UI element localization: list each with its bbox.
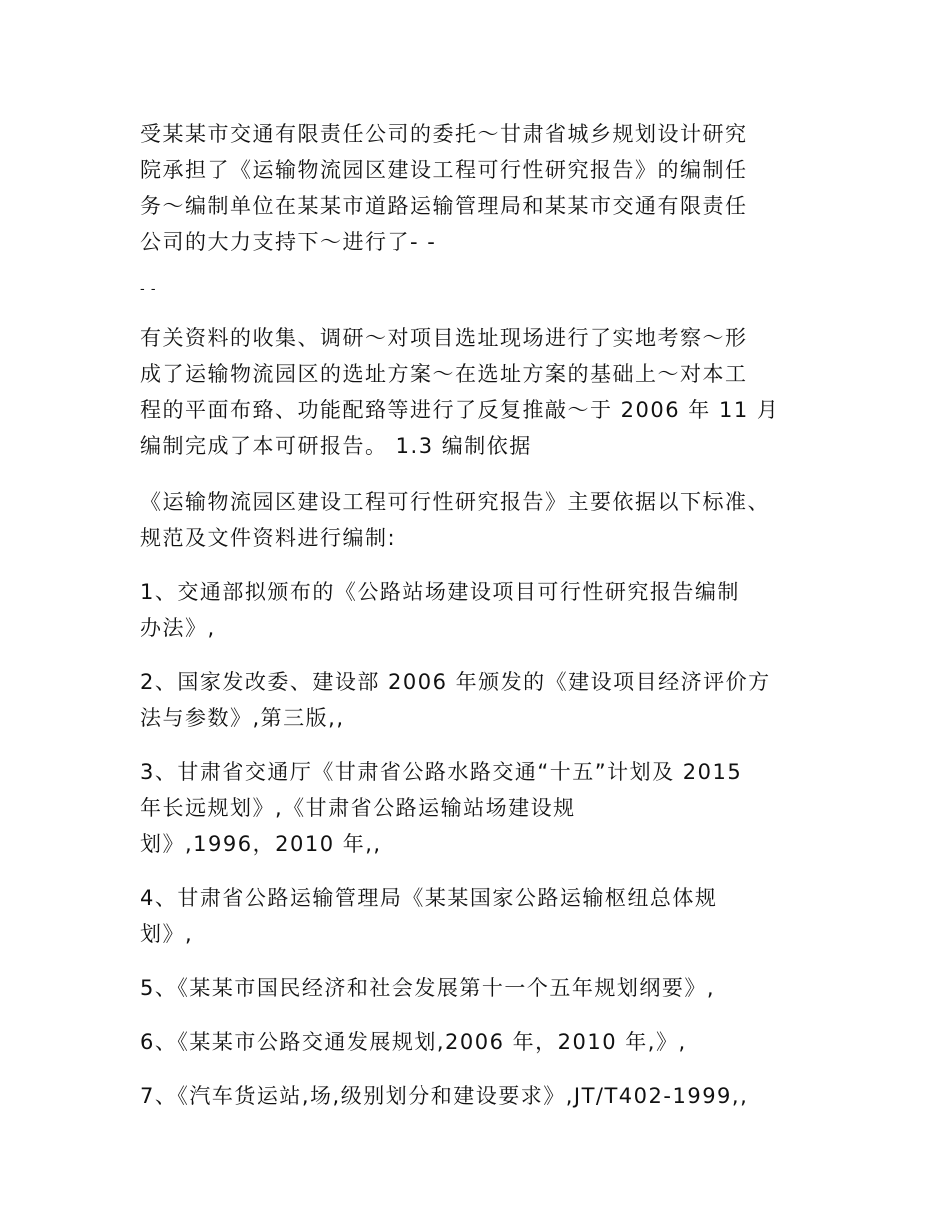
- text-line: 规范及文件资料进行编制:: [140, 526, 397, 550]
- list-item-4: [140, 880, 830, 952]
- text-line: 4、甘肃省公路运输管理局《某某国家公路运输枢纽总体规: [140, 886, 718, 910]
- text-line: 编制完成了本可研报告。 1.3 编制依据: [140, 434, 532, 458]
- text-line: 3、甘肃省交通厅《甘肃省公路水路交通“十五”计划及 2015: [140, 760, 743, 784]
- text-line: 7、《汽车货运站,场,级别划分和建设要求》,JT/T402-1999,,: [140, 1084, 749, 1108]
- text-line: 《运输物流园区建设工程可行性研究报告》主要依据以下标准、: [140, 490, 770, 514]
- paragraph-break-mark: [140, 272, 830, 308]
- paragraph-commission: [140, 116, 830, 260]
- list-item-3: [140, 754, 830, 862]
- text-line: - -: [140, 282, 157, 297]
- text-line: 受某某市交通有限责任公司的委托～甘肃省城乡规划设计研究: [140, 122, 748, 146]
- list-item-2: [140, 664, 830, 736]
- list-item-7: [140, 1078, 830, 1114]
- text-line: 划》,1996，2010 年,,: [140, 832, 382, 856]
- text-line: 务～编制单位在某某市道路运输管理局和某某市交通有限责任: [140, 194, 748, 218]
- list-item-6: [140, 1024, 830, 1060]
- text-line: 2、国家发改委、建设部 2006 年颁发的《建设项目经济评价方: [140, 670, 771, 694]
- list-item-1: [140, 574, 830, 646]
- text-line: 年长远规划》,《甘肃省公路运输站场建设规: [140, 796, 576, 820]
- text-line: 5、《某某市国民经济和社会发展第十一个五年规划纲要》,: [140, 976, 716, 1000]
- text-line: 6、《某某市公路交通发展规划,2006 年，2010 年,》,: [140, 1030, 687, 1054]
- text-line: 成了运输物流园区的选址方案～在选址方案的基础上～对本工: [140, 362, 748, 386]
- text-line: 程的平面布臵、功能配臵等进行了反复推敲～于 2006 年 11 月: [140, 398, 780, 422]
- text-line: 公司的大力支持下～进行了- -: [140, 230, 437, 254]
- text-line: 办法》,: [140, 616, 216, 640]
- text-line: 划》,: [140, 922, 194, 946]
- paragraph-basis-intro: [140, 484, 830, 556]
- text-line: 1、交通部拟颁布的《公路站场建设项目可行性研究报告编制: [140, 580, 740, 604]
- paragraph-research: [140, 320, 830, 464]
- text-line: 院承担了《运输物流园区建设工程可行性研究报告》的编制任: [140, 158, 748, 182]
- text-line: 有关资料的收集、调研～对项目选址现场进行了实地考察～形: [140, 326, 748, 350]
- text-line: 法与参数》,第三版,,: [140, 706, 345, 730]
- list-item-5: [140, 970, 830, 1006]
